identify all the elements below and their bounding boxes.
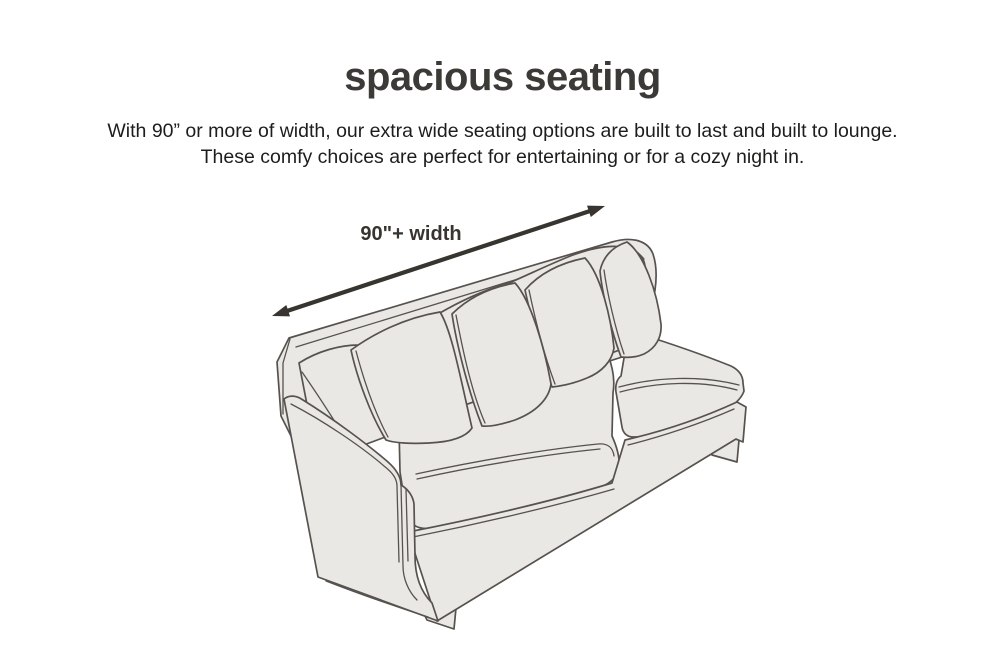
dimension-label: 90"+ width [360, 223, 462, 245]
sofa-illustration [277, 239, 746, 629]
page-title: spacious seating [344, 55, 661, 99]
arrow-head-right [587, 206, 605, 217]
description-line-2: These comfy choices are perfect for entertaining or for a cozy night in. [200, 145, 805, 168]
description-line-1: With 90” or more of width, our extra wide seating options are built to last and built to lounge. [107, 120, 898, 142]
arrow-head-left [272, 305, 290, 316]
